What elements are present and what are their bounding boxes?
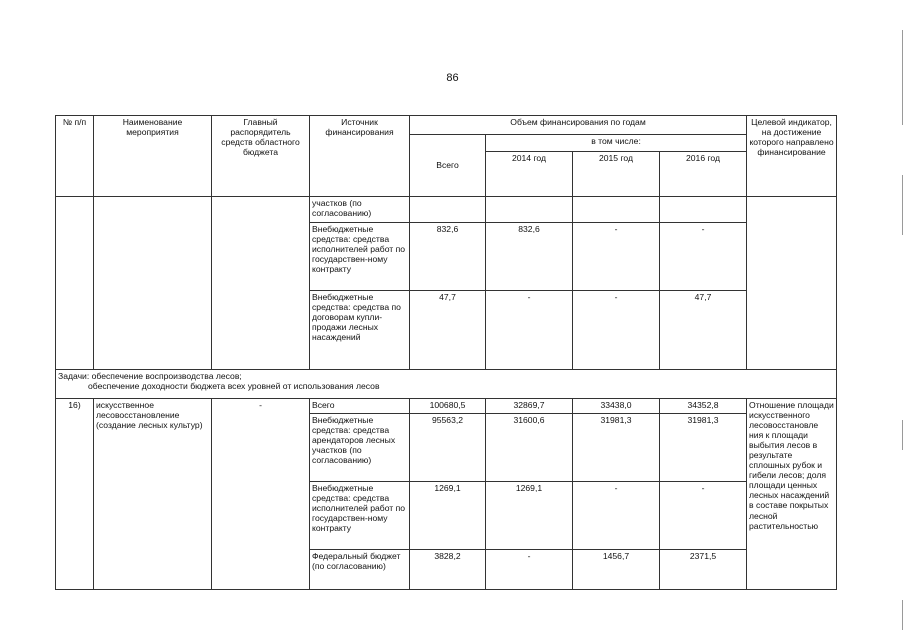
header-name: Наименование мероприятия — [94, 116, 212, 197]
header-num: № п/п — [56, 116, 94, 197]
task-line-1: Задачи: обеспечение воспроизводства лесов; — [58, 371, 242, 381]
cell-source: Внебюджетные средства: средства исполнителей работ по государствен-ному контракту — [310, 223, 410, 291]
cell-source: Федеральный бюджет (по согласованию) — [310, 550, 410, 590]
cell-num — [56, 197, 94, 370]
cell-2015: 33438,0 — [573, 399, 660, 414]
cell-total: 1269,1 — [410, 482, 486, 550]
cell-2014: 832,6 — [486, 223, 573, 291]
cell-2014 — [486, 197, 573, 223]
page-number: 86 — [446, 72, 459, 84]
header-distributor: Главный распорядитель средств областного бюджета — [212, 116, 310, 197]
cell-total: 95563,2 — [410, 414, 486, 482]
header-2015: 2015 год — [573, 152, 660, 197]
cell-2016: 2371,5 — [660, 550, 747, 590]
cell-indicator — [747, 197, 837, 370]
cell-total: 3828,2 — [410, 550, 486, 590]
cell-2014: 31600,6 — [486, 414, 573, 482]
header-indicator: Целевой индикатор, на достижение которого направлено финансирование — [747, 116, 837, 197]
cell-distributor: - — [212, 399, 310, 590]
scan-mark — [902, 30, 903, 125]
cell-2016: 31981,3 — [660, 414, 747, 482]
cell-total: 832,6 — [410, 223, 486, 291]
cell-total: 47,7 — [410, 291, 486, 370]
cell-name — [94, 197, 212, 370]
cell-2015: - — [573, 223, 660, 291]
cell-distributor — [212, 197, 310, 370]
cell-indicator: Отношение площади искусственного лесовосстановле ния к площади выбытия лесов в результате сплошных рубок и гибели лесов; доля площади ценных лесных насаждений в составе покрытых лесной растительностью — [747, 399, 837, 590]
task-row — [56, 370, 837, 399]
header-2014: 2014 год — [486, 152, 573, 197]
cell-2015: - — [573, 291, 660, 370]
cell-2015 — [573, 197, 660, 223]
cell-2016: 47,7 — [660, 291, 747, 370]
scan-mark — [902, 600, 903, 630]
table-row — [56, 197, 837, 223]
cell-source: Внебюджетные средства: средства исполнителей работ по государствен-ному контракту — [310, 482, 410, 550]
cell-2015: 31981,3 — [573, 414, 660, 482]
header-including: в том числе: — [486, 135, 747, 152]
cell-2014: - — [486, 550, 573, 590]
cell-source: участков (по согласованию) — [310, 197, 410, 223]
cell-2016: 34352,8 — [660, 399, 747, 414]
header-2016: 2016 год — [660, 152, 747, 197]
cell-2016: - — [660, 482, 747, 550]
task-cell — [56, 370, 837, 399]
cell-2014: 32869,7 — [486, 399, 573, 414]
scan-mark — [902, 175, 903, 235]
cell-source: Всего — [310, 399, 410, 414]
cell-2015: - — [573, 482, 660, 550]
header-total: Всего — [410, 135, 486, 197]
cell-name: искусственное лесовосстановление (создание лесных культур) — [94, 399, 212, 590]
cell-num: 16) — [56, 399, 94, 590]
cell-2014: - — [486, 291, 573, 370]
cell-2014: 1269,1 — [486, 482, 573, 550]
cell-source: Внебюджетные средства: средства арендаторов лесных участков (по согласованию) — [310, 414, 410, 482]
header-volume: Объем финансирования по годам — [410, 116, 747, 135]
header-row — [56, 116, 837, 135]
cell-2016 — [660, 197, 747, 223]
table-row — [56, 399, 837, 414]
task-line-2: обеспечение доходности бюджета всех уровней от использования лесов — [88, 381, 380, 392]
cell-total: 100680,5 — [410, 399, 486, 414]
cell-2015: 1456,7 — [573, 550, 660, 590]
cell-source: Внебюджетные средства: средства по договорам купли-продажи лесных насаждений — [310, 291, 410, 370]
scan-mark — [902, 420, 903, 450]
cell-2016: - — [660, 223, 747, 291]
cell-total — [410, 197, 486, 223]
header-source: Источник финансирования — [310, 116, 410, 197]
financing-table — [55, 115, 837, 590]
